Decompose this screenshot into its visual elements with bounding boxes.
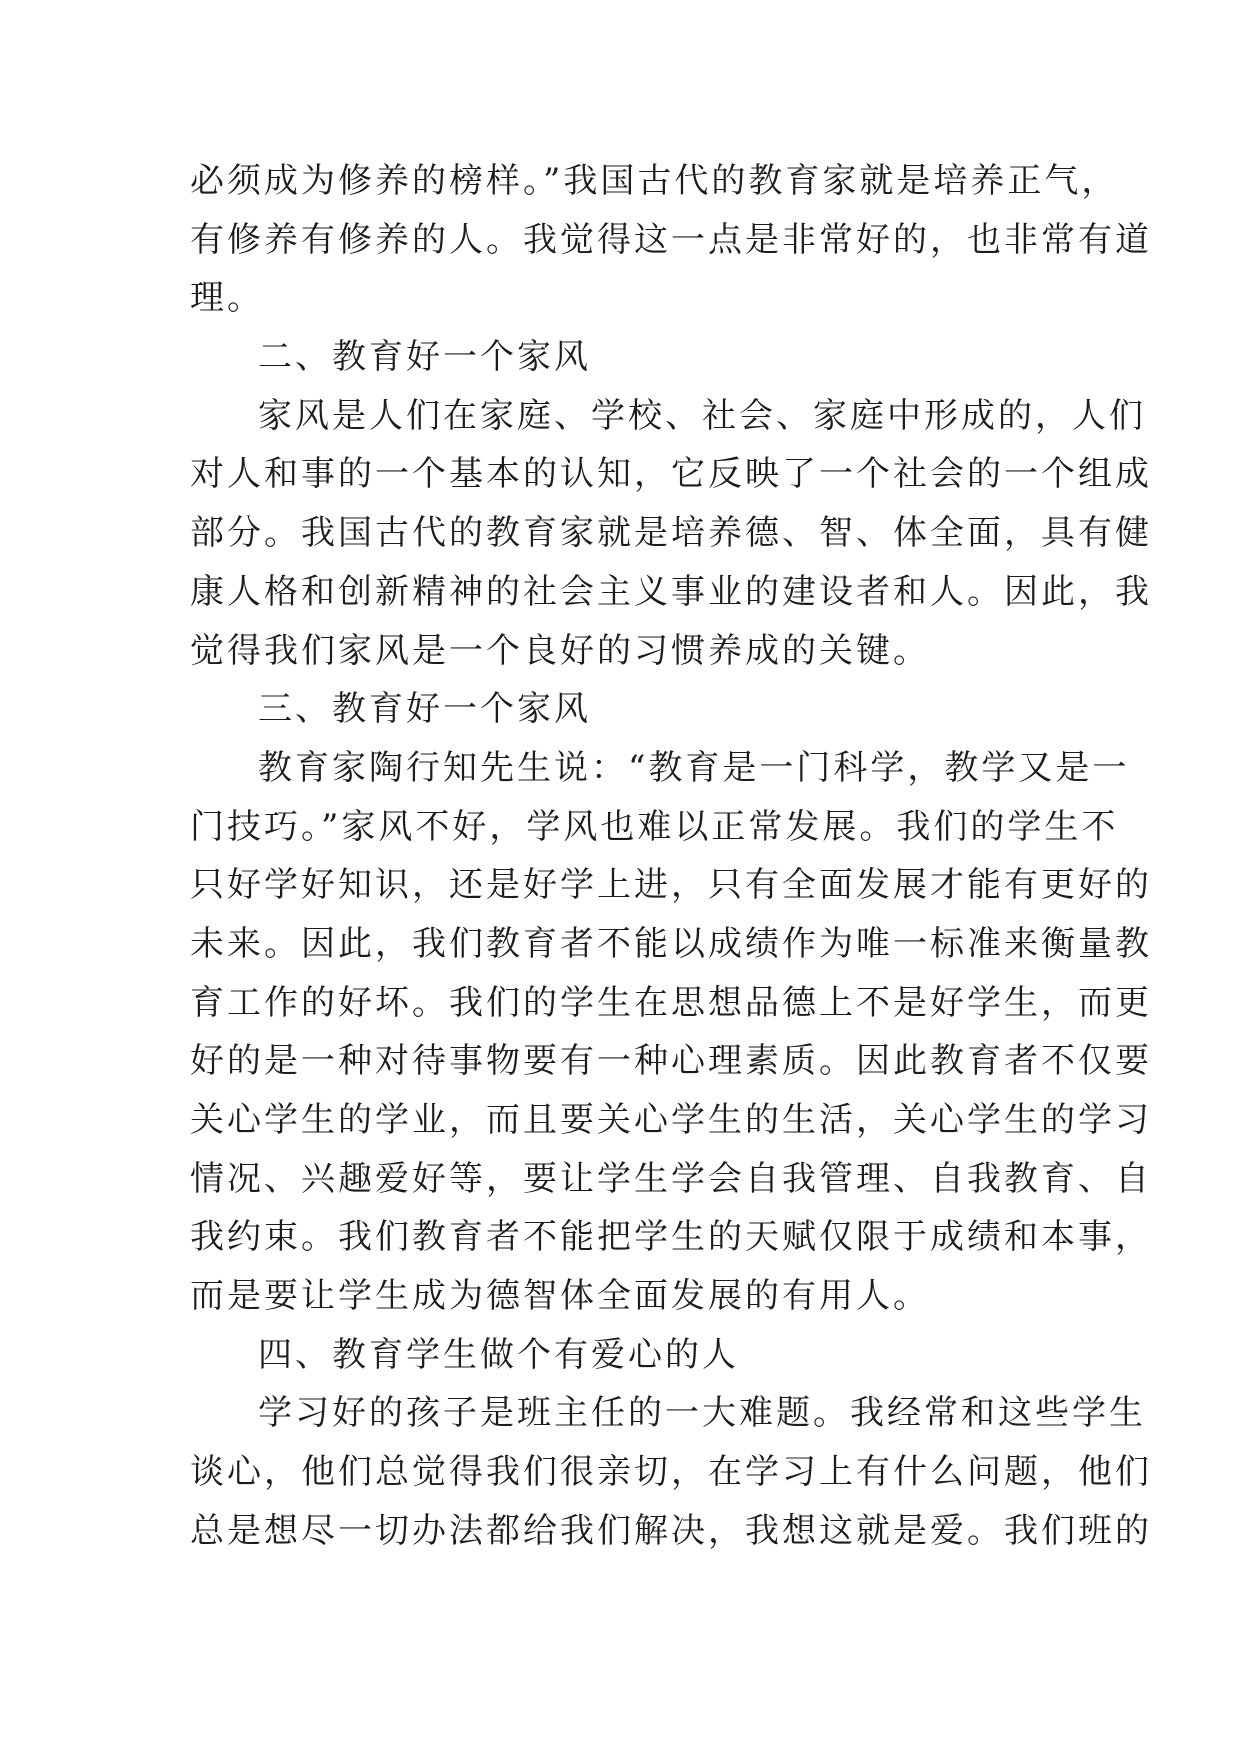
text-line: 康人格和创新精神的社会主义事业的建设者和人。因此，我 [190, 571, 1152, 612]
text-line: 学习好的孩子是班主任的一大难题。我经常和这些学生 [258, 1393, 1146, 1434]
text-line: 理。 [190, 278, 264, 319]
text-line: 我约束。我们教育者不能把学生的天赋仅限于成绩和本事， [190, 1217, 1152, 1258]
text-line: 未来。因此，我们教育者不能以成绩作为唯一标准来衡量教 [190, 923, 1152, 964]
section-heading-4: 四、教育学生做个有爱心的人 [258, 1334, 739, 1375]
text-line: 情况、兴趣爱好等，要让学生学会自我管理、自我教育、自 [190, 1158, 1152, 1199]
text-line: 部分。我国古代的教育家就是培养德、智、体全面，具有健 [190, 513, 1152, 554]
text-line: 教育家陶行知先生说：“教育是一门科学，教学又是一 [258, 747, 1130, 788]
text-line: 谈心，他们总觉得我们很亲切，在学习上有什么问题，他们 [190, 1452, 1152, 1493]
text-line: 关心学生的学业，而且要关心学生的生活，关心学生的学习 [190, 1100, 1152, 1140]
text-line: 门技巧。”家风不好，学风也难以正常发展。我们的学生不 [190, 806, 1119, 847]
text-line: 育工作的好坏。我们的学生在思想品德上不是好学生，而更 [190, 982, 1152, 1023]
text-line: 有修养有修养的人。我觉得这一点是非常好的，也非常有道 [190, 219, 1152, 260]
text-line: 家风是人们在家庭、学校、社会、家庭中形成的，人们 [258, 395, 1146, 436]
text-line: 好的是一种对待事物要有一种心理素质。因此教育者不仅要 [190, 1041, 1152, 1082]
text-line: 必须成为修养的榜样。”我国古代的教育家就是培养正气， [190, 161, 1119, 201]
text-line: 总是想尽一切办法都给我们解决，我想这就是爱。我们班的 [190, 1510, 1152, 1551]
section-heading-2: 二、教育好一个家风 [258, 337, 591, 378]
text-line: 觉得我们家风是一个良好的习惯养成的关键。 [190, 630, 930, 671]
section-heading-3: 三、教育好一个家风 [258, 689, 591, 730]
text-line: 只好学好知识，还是好学上进，只有全面发展才能有更好的 [190, 865, 1152, 906]
text-line: 而是要让学生成为德智体全面发展的有用人。 [190, 1276, 930, 1317]
text-line: 对人和事的一个基本的认知，它反映了一个社会的一个组成 [190, 454, 1152, 495]
document-body [190, 152, 1152, 1561]
